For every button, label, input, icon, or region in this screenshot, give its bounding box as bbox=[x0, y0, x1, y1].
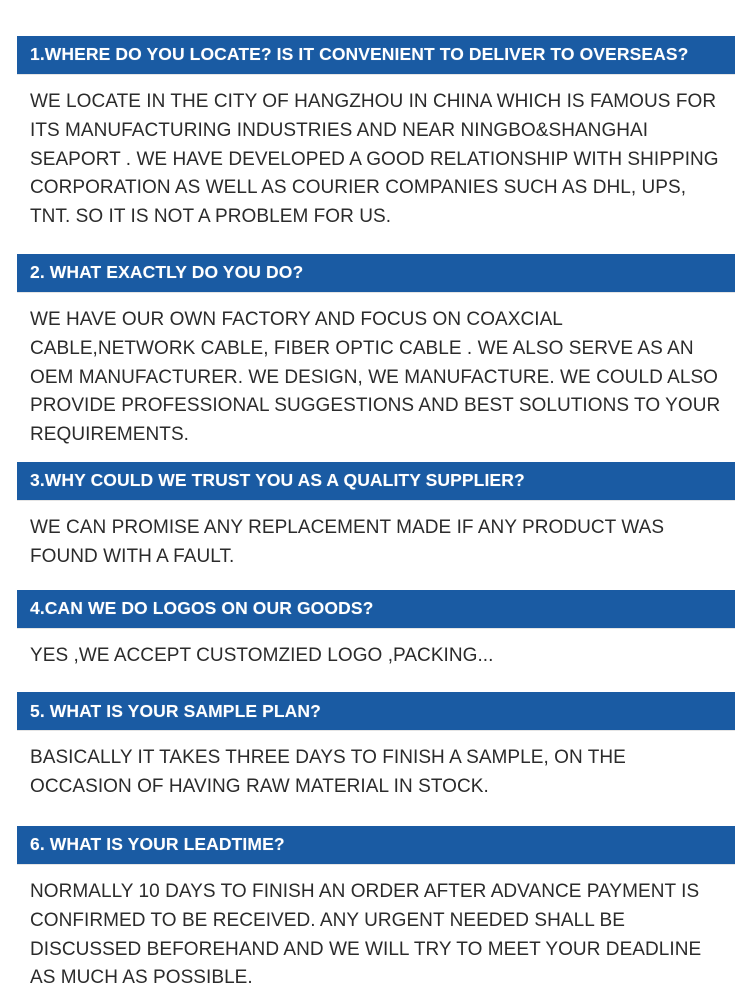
faq-answer-text-2: WE HAVE OUR OWN FACTORY AND FOCUS ON COAXCIAL CABLE,NETWORK CABLE, FIBER OPTIC CABLE . WE ALSO SERVE AS AN OEM MANUFACTURER. WE DESIGN, WE MANUFACTURE. WE COULD ALSO PROVIDE PROFESSIONAL SUGGESTIONS AND BEST SOLUTIONS TO YOUR REQUIREMENTS. bbox=[30, 308, 721, 446]
faq-answer-text-5: BASICALLY IT TAKES THREE DAYS TO FINISH A SAMPLE, ON THE OCCASION OF HAVING RAW MATERIAL IN STOCK. bbox=[30, 747, 626, 798]
faq-question-text-5: 5. WHAT IS YOUR SAMPLE PLAN? bbox=[30, 700, 321, 721]
faq-question-text-4: 4.CAN WE DO LOGOS ON OUR GOODS? bbox=[30, 597, 374, 618]
faq-question-bar-3[interactable] bbox=[17, 462, 735, 500]
faq-question-bar-1[interactable] bbox=[17, 36, 735, 74]
faq-answer-4 bbox=[0, 628, 750, 671]
spacer-2 bbox=[0, 450, 750, 462]
faq-item-5 bbox=[0, 692, 750, 802]
faq-answer-2 bbox=[0, 292, 750, 450]
faq-question-bar-2[interactable] bbox=[17, 254, 735, 292]
faq-item-3 bbox=[0, 462, 750, 572]
faq-question-text-2: 2. WHAT EXACTLY DO YOU DO? bbox=[30, 262, 304, 283]
faq-question-bar-5[interactable] bbox=[17, 692, 735, 730]
faq-answer-text-1: WE LOCATE IN THE CITY OF HANGZHOU IN CHINA WHICH IS FAMOUS FOR ITS MANUFACTURING INDUSTRIES AND NEAR NINGBO&SHANGHAI SEAPORT . WE HAVE DEVELOPED A GOOD RELATIONSHIP WITH SHIPPING CORPORATION AS WELL AS COURIER COMPANIES SUCH AS DHL, UPS, TNT. SO IT IS NOT A PROBLEM FOR US. bbox=[30, 91, 719, 228]
spacer-3 bbox=[0, 572, 750, 590]
faq-answer-3 bbox=[0, 500, 750, 572]
faq-question-text-1: 1.WHERE DO YOU LOCATE? IS IT CONVENIENT TO DELIVER TO OVERSEAS? bbox=[30, 44, 689, 65]
faq-answer-6 bbox=[0, 864, 750, 993]
faq-answer-5 bbox=[0, 730, 750, 802]
faq-answer-text-4: YES ,WE ACCEPT CUSTOMZIED LOGO ,PACKING... bbox=[30, 644, 494, 666]
spacer-5 bbox=[0, 802, 750, 826]
faq-question-text-3: 3.WHY COULD WE TRUST YOU AS A QUALITY SUPPLIER? bbox=[30, 470, 525, 491]
faq-answer-text-3: WE CAN PROMISE ANY REPLACEMENT MADE IF ANY PRODUCT WAS FOUND WITH A FAULT. bbox=[30, 516, 665, 567]
faq-question-bar-6[interactable] bbox=[17, 826, 735, 864]
faq-question-bar-4[interactable] bbox=[17, 590, 735, 628]
faq-item-4 bbox=[0, 590, 750, 671]
faq-answer-text-6: NORMALLY 10 DAYS TO FINISH AN ORDER AFTER ADVANCE PAYMENT IS CONFIRMED TO BE RECEIVED. ANY URGENT NEEDED SHALL BE DISCUSSED BEFOREHAND AND WE WILL TRY TO MEET YOUR DEADLINE AS MUCH AS POSSIBLE. bbox=[30, 880, 702, 989]
faq-answer-1 bbox=[0, 74, 750, 232]
spacer-4 bbox=[0, 670, 750, 692]
faq-item-1 bbox=[0, 36, 750, 232]
faq-item-6 bbox=[0, 826, 750, 993]
faq-item-2 bbox=[0, 254, 750, 450]
spacer-1 bbox=[0, 232, 750, 254]
faq-question-text-6: 6. WHAT IS YOUR LEADTIME? bbox=[30, 834, 285, 855]
